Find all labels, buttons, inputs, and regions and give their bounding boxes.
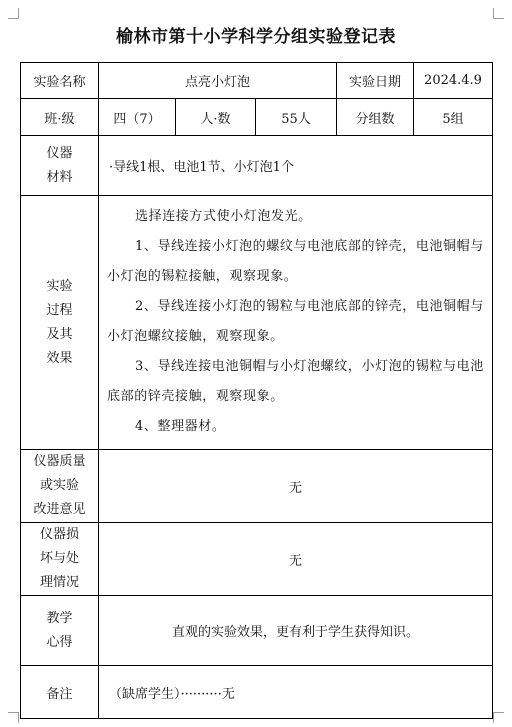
experience-value: 直观的实验效果，更有利于学生获得知识。: [99, 596, 493, 666]
count-label: 人·数: [176, 99, 256, 136]
groups-value: 5组: [414, 99, 493, 136]
materials-value: ·导线1根、电池1节、小灯泡1个: [99, 136, 493, 196]
label-line: 理情况: [39, 575, 79, 590]
quality-value: 无: [99, 450, 493, 523]
remarks-value: （缺席学生）··········无: [99, 666, 493, 719]
date-value: 2024.4.9: [414, 63, 493, 99]
damage-label: [21, 523, 99, 596]
row-quality: [21, 450, 493, 523]
label-line: 过程: [46, 302, 73, 318]
process-paragraph: 3、导线连接电池铜帽与小灯泡螺纹，小灯泡的锡粒与电池底部的锌壳接触，观察现象。: [107, 358, 484, 404]
label-line: 仪器损: [39, 527, 79, 542]
label-line: 材料: [46, 169, 73, 185]
process-paragraph: 2、导线连接小灯泡的锡粒与电池底部的锌壳，电池铜帽与小灯泡螺纹接触，观察现象。: [107, 298, 484, 344]
experiment-name-value: 点亮小灯泡: [99, 63, 337, 99]
row-class-info: [21, 99, 493, 136]
page-corner-mark: [8, 712, 19, 723]
label-line: 教学: [46, 610, 73, 626]
label-line: 或实验: [39, 478, 79, 493]
page-corner-mark: [8, 8, 19, 19]
process-label: [21, 196, 99, 450]
row-materials: [21, 136, 493, 196]
registration-table: [20, 62, 493, 719]
label-line: 仪器: [46, 145, 73, 161]
experience-label: [21, 596, 99, 666]
label-line: 仪器质量: [33, 454, 86, 469]
process-paragraph: 选择连接方式使小灯泡发光。: [135, 208, 312, 224]
row-experiment-name: [21, 63, 493, 99]
label-line: 改进意见: [33, 502, 86, 517]
process-paragraph: 4、整理器材。: [135, 418, 226, 434]
label-line: 实验: [46, 278, 73, 294]
class-value: 四（7）: [99, 99, 176, 136]
process-paragraph: 1、导线连接小灯泡的螺纹与电池底部的锌壳，电池铜帽与小灯泡的锡粒接触，观察现象。: [107, 238, 484, 284]
class-label: 班·级: [21, 99, 99, 136]
materials-label: [21, 136, 99, 196]
label-line: 及其: [46, 326, 73, 342]
row-experience: [21, 596, 493, 666]
page-corner-mark: [493, 8, 504, 19]
row-remarks: [21, 666, 493, 719]
row-damage: [21, 523, 493, 596]
label-line: 心得: [46, 634, 73, 650]
date-label: 实验日期: [337, 63, 414, 99]
experiment-name-label: 实验名称: [21, 63, 99, 99]
label-line: 效果: [46, 350, 73, 366]
quality-label: [21, 450, 99, 523]
groups-label: 分组数: [337, 99, 414, 136]
row-process: [21, 196, 493, 450]
process-description: [99, 196, 493, 450]
remarks-label: 备注: [21, 666, 99, 719]
label-line: 坏与处: [39, 551, 79, 566]
damage-value: 无: [99, 523, 493, 596]
document-title: 榆林市第十小学科学分组实验登记表: [116, 27, 396, 47]
count-value: 55人: [256, 99, 337, 136]
page-corner-mark: [493, 712, 504, 723]
